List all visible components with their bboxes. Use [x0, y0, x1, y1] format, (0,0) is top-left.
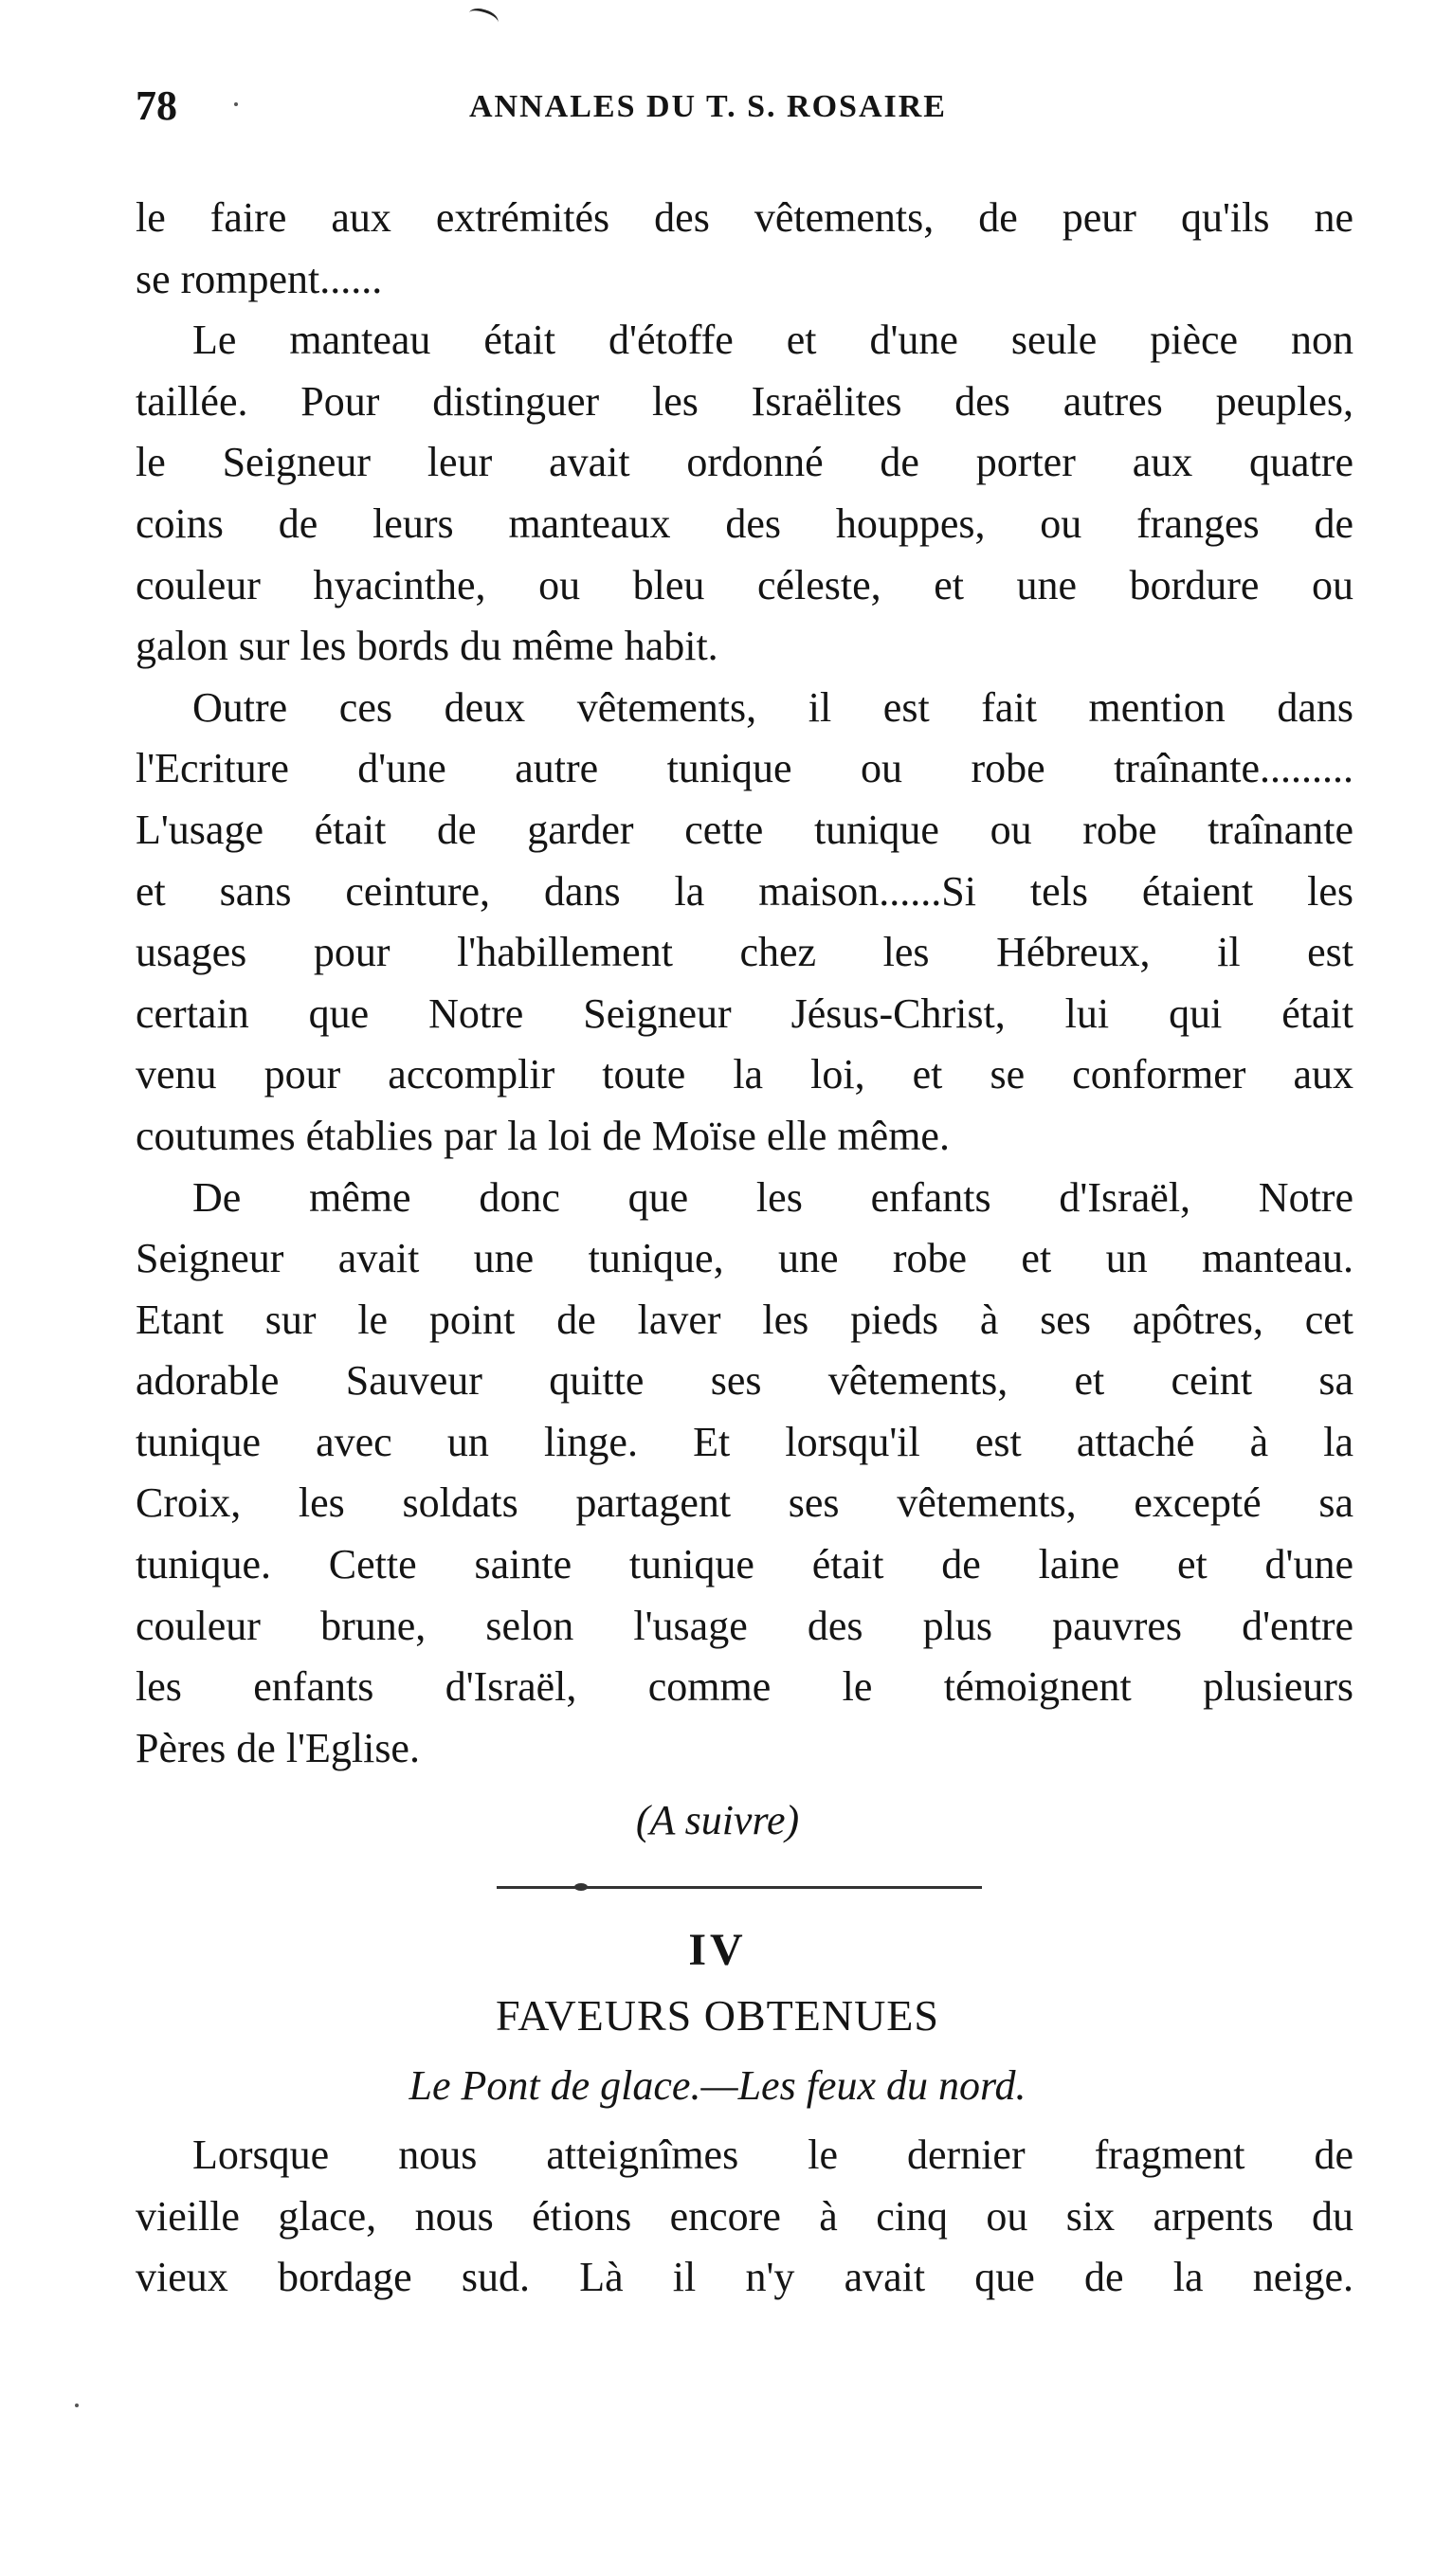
text-line: usages pour l'habillement chez les Hébreux, il est: [136, 929, 1353, 976]
text-line: se rompent......: [136, 255, 383, 302]
text-line: adorable Sauveur quitte ses vêtements, et ceint sa: [136, 1357, 1353, 1405]
page-number: 78: [136, 82, 177, 129]
text-line: certain que Notre Seigneur Jésus-Christ, lui qui était: [136, 989, 1353, 1037]
text-line: couleur hyacinthe, ou bleu céleste, et une bordure ou: [136, 561, 1353, 608]
text-line: tunique. Cette sainte tunique était de laine et d'une: [136, 1541, 1353, 1588]
body-text: [136, 188, 1353, 1779]
text-line: les enfants d'Israël, comme le témoignent plusieurs: [136, 1663, 1353, 1711]
print-speck: [234, 102, 238, 106]
text-line: coins de leurs manteaux des houppes, ou franges de: [136, 499, 1353, 547]
section-divider: [497, 1886, 982, 1889]
text-line: le Seigneur leur avait ordonné de porter aux quatre: [136, 439, 1353, 486]
text-line: venu pour accomplir toute la loi, et se conformer aux: [136, 1051, 1353, 1098]
text-line: Outre ces deux vêtements, il est fait mention dans: [192, 683, 1353, 731]
section-title: FAVEURS OBTENUES: [496, 1991, 939, 2040]
text-line: L'usage était de garder cette tunique ou robe traînante: [136, 806, 1353, 853]
section-numeral: IV: [688, 1925, 747, 1975]
text-line: De même donc que les enfants d'Israël, Notre: [192, 1173, 1353, 1221]
text-line: Etant sur le point de laver les pieds à ses apôtres, cet: [136, 1296, 1353, 1343]
to-be-continued: (A suivre): [635, 1797, 800, 1843]
text-line: vieux bordage sud. Là il n'y avait que de la neige.: [136, 2254, 1353, 2301]
text-line: couleur brune, selon l'usage des plus pauvres d'entre: [136, 1602, 1353, 1649]
text-line: le faire aux extrémités des vêtements, de peur qu'ils ne: [136, 194, 1353, 241]
text-line: taillée. Pour distinguer les Israëlites des autres peuples,: [136, 377, 1353, 425]
text-line: Lorsque nous atteignîmes le dernier fragment de: [192, 2132, 1353, 2178]
text-line: Seigneur avait une tunique, une robe et un manteau.: [136, 1235, 1353, 1282]
print-speck: [75, 2404, 79, 2407]
text-line: vieille glace, nous étions encore à cinq ou six arpents du: [136, 2192, 1353, 2240]
text-line: Croix, les soldats partagent ses vêtements, excepté sa: [136, 1479, 1353, 1527]
section-subtitle: Le Pont de glace.—Les feux du nord.: [409, 2062, 1026, 2109]
page-header: [136, 74, 1368, 140]
text-line: galon sur les bords du même habit.: [136, 623, 718, 670]
text-line: Pères de l'Eglise.: [136, 1724, 420, 1771]
section-body-text: [136, 2125, 1353, 2309]
text-line: l'Ecriture d'une autre tunique ou robe traînante.........: [136, 745, 1353, 792]
text-line: Le manteau était d'étoffe et d'une seule pièce non: [192, 317, 1353, 364]
text-line: coutumes établies par la loi de Moïse elle même.: [136, 1112, 950, 1159]
print-mark: [466, 5, 500, 29]
divider-ornament: [574, 1883, 588, 1891]
text-line: et sans ceinture, dans la maison......Si tels étaient les: [136, 867, 1353, 915]
text-line: tunique avec un linge. Et lorsqu'il est attaché à la: [136, 1418, 1353, 1465]
running-head: ANNALES DU T. S. ROSAIRE: [469, 89, 947, 124]
